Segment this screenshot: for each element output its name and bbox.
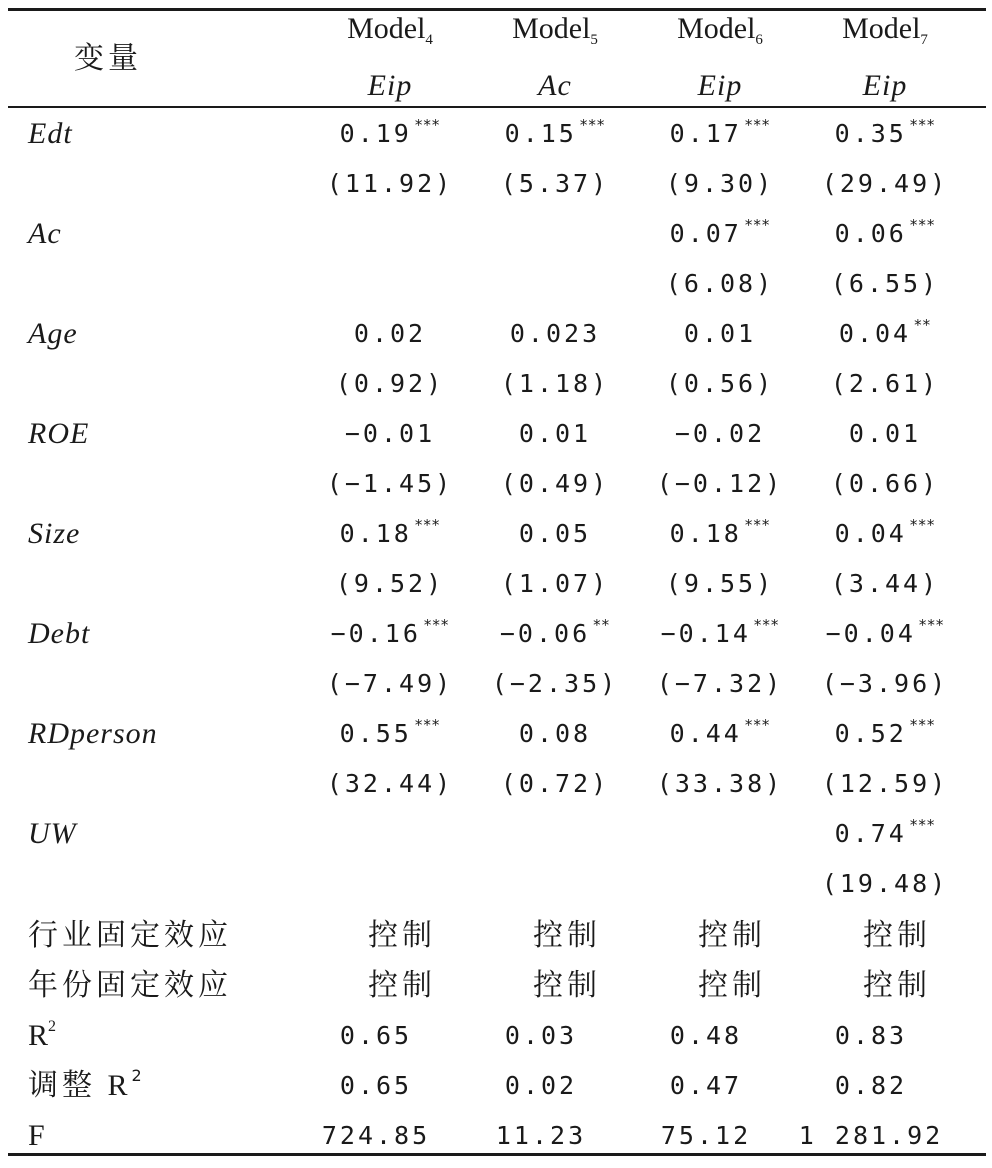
table-top-rule <box>8 8 986 11</box>
t-statistic: (1.07) <box>500 569 610 598</box>
t-statistic: (0.72) <box>500 769 610 798</box>
control-label: 行业固定效应 <box>28 918 232 953</box>
coefficient-value: 0.01 <box>518 419 592 448</box>
stat-value: 0.47 <box>669 1071 743 1100</box>
t-statistic: (3.44) <box>830 569 940 598</box>
stat-value: 0.83 <box>834 1021 908 1050</box>
significance-stars: ** <box>914 316 932 334</box>
coefficient <box>339 116 441 148</box>
coefficient-value: −0.14 <box>660 619 751 648</box>
coefficient-value: 0.15 <box>504 119 577 148</box>
stat-label-text: R <box>28 1019 49 1052</box>
model-index: 6 <box>755 32 763 48</box>
variable-header: 变量 <box>74 41 142 76</box>
model-index: 7 <box>920 32 928 48</box>
model-header <box>842 12 928 48</box>
table-bottom-rule <box>8 1153 986 1156</box>
coefficient <box>669 116 771 148</box>
stat-label <box>28 1066 146 1102</box>
t-statistic: (−0.12) <box>656 469 784 498</box>
dependent-variable: Eip <box>697 69 743 102</box>
coefficient-value: 0.52 <box>834 719 907 748</box>
t-statistic: (−7.32) <box>656 669 784 698</box>
model-name: Model <box>677 12 756 45</box>
coefficient-value: 0.06 <box>834 219 907 248</box>
coefficient-value: 0.02 <box>353 319 427 348</box>
stat-label <box>28 1121 45 1151</box>
t-statistic: (0.49) <box>500 469 610 498</box>
coefficient-value: 0.55 <box>339 719 412 748</box>
coefficient <box>660 616 780 648</box>
significance-stars: *** <box>918 616 945 634</box>
t-statistic: (2.61) <box>830 369 940 398</box>
control-label: 年份固定效应 <box>28 968 232 1003</box>
coefficient-value: −0.02 <box>674 419 766 448</box>
control-value: 控制 <box>368 968 436 1003</box>
coefficient <box>345 421 435 446</box>
variable-name: Size <box>28 517 81 550</box>
coefficient-value: 0.18 <box>669 519 742 548</box>
coefficient <box>339 716 441 748</box>
control-value: 控制 <box>533 968 601 1003</box>
t-statistic: (−1.45) <box>326 469 454 498</box>
dependent-variable: Eip <box>367 69 413 102</box>
control-value: 控制 <box>863 968 931 1003</box>
model-name: Model <box>842 12 921 45</box>
t-statistic: (−3.96) <box>821 669 949 698</box>
significance-stars: *** <box>909 216 936 234</box>
coefficient <box>669 216 771 248</box>
variable-name: RDperson <box>28 717 158 750</box>
t-statistic: (6.55) <box>830 269 940 298</box>
significance-stars: *** <box>909 116 936 134</box>
coefficient <box>825 616 945 648</box>
coefficient <box>834 116 936 148</box>
significance-stars: *** <box>579 116 606 134</box>
coefficient <box>834 716 936 748</box>
t-statistic: (9.52) <box>335 569 445 598</box>
model-header <box>347 12 433 48</box>
coefficient-value: 0.023 <box>509 319 601 348</box>
t-statistic: (11.92) <box>326 169 454 198</box>
significance-stars: *** <box>744 216 771 234</box>
control-value: 控制 <box>698 918 766 953</box>
coefficient-value: 0.35 <box>834 119 907 148</box>
significance-stars: *** <box>909 716 936 734</box>
coefficient <box>519 421 591 446</box>
t-statistic: (1.18) <box>500 369 610 398</box>
control-value: 控制 <box>698 968 766 1003</box>
significance-stars: *** <box>423 616 450 634</box>
coefficient <box>834 216 936 248</box>
t-statistic: (19.48) <box>821 869 949 898</box>
variable-name: Edt <box>28 117 73 150</box>
significance-stars: *** <box>744 116 771 134</box>
dependent-variable: Eip <box>862 69 908 102</box>
t-statistic: (6.08) <box>665 269 775 298</box>
stat-label-text: F <box>28 1119 45 1152</box>
variable-name: UW <box>28 817 77 850</box>
coefficient-value: 0.08 <box>518 719 592 748</box>
stat-superscript: 2 <box>131 1066 146 1085</box>
coefficient-value: 0.05 <box>518 519 592 548</box>
t-statistic: (32.44) <box>326 769 454 798</box>
model-header <box>512 12 598 48</box>
coefficient-value: −0.16 <box>330 619 421 648</box>
significance-stars: *** <box>909 516 936 534</box>
table-header-rule <box>8 106 986 108</box>
coefficient-value: 0.19 <box>339 119 412 148</box>
stat-value: 0.82 <box>834 1071 908 1100</box>
stat-value: 0.65 <box>339 1071 413 1100</box>
control-value: 控制 <box>533 918 601 953</box>
coefficient-value: 0.01 <box>848 419 922 448</box>
t-statistic: (29.49) <box>821 169 949 198</box>
t-statistic: (5.37) <box>500 169 610 198</box>
t-statistic: (0.66) <box>830 469 940 498</box>
coefficient <box>354 321 426 346</box>
coefficient-value: 0.18 <box>339 519 412 548</box>
coefficient-value: 0.74 <box>834 819 907 848</box>
coefficient <box>519 721 591 746</box>
t-statistic: (33.38) <box>656 769 784 798</box>
coefficient <box>849 421 921 446</box>
coefficient <box>834 516 936 548</box>
significance-stars: ** <box>593 616 611 634</box>
coefficient <box>669 516 771 548</box>
variable-name: Ac <box>28 217 62 250</box>
coefficient-value: 0.01 <box>683 319 757 348</box>
coefficient <box>330 616 450 648</box>
coefficient <box>675 421 765 446</box>
significance-stars: *** <box>909 816 936 834</box>
t-statistic: (−2.35) <box>491 669 619 698</box>
stat-value: 724.85 <box>321 1121 431 1150</box>
coefficient-value: −0.06 <box>499 619 591 648</box>
coefficient-value: 0.17 <box>669 119 742 148</box>
coefficient <box>838 316 932 348</box>
stat-superscript: 2 <box>48 1018 57 1035</box>
coefficient <box>669 716 771 748</box>
variable-name: Debt <box>28 617 91 650</box>
t-statistic: (12.59) <box>821 769 949 798</box>
significance-stars: *** <box>414 516 441 534</box>
significance-stars: *** <box>744 716 771 734</box>
model-index: 4 <box>425 32 433 48</box>
control-value: 控制 <box>368 918 436 953</box>
coefficient-value: −0.04 <box>825 619 916 648</box>
coefficient-value: 0.04 <box>834 519 907 548</box>
stat-value: 1 281.92 <box>798 1121 944 1150</box>
control-value: 控制 <box>863 918 931 953</box>
model-name: Model <box>512 12 591 45</box>
coefficient-value: 0.07 <box>669 219 742 248</box>
t-statistic: (9.55) <box>665 569 775 598</box>
coefficient <box>684 321 756 346</box>
dependent-variable: Ac <box>538 69 572 102</box>
variable-name: Age <box>28 317 78 350</box>
coefficient <box>510 321 600 346</box>
stat-value: 0.02 <box>504 1071 578 1100</box>
stat-value: 0.65 <box>339 1021 413 1050</box>
t-statistic: (0.56) <box>665 369 775 398</box>
significance-stars: *** <box>414 116 441 134</box>
significance-stars: *** <box>744 516 771 534</box>
coefficient <box>519 521 591 546</box>
t-statistic: (−7.49) <box>326 669 454 698</box>
coefficient <box>339 516 441 548</box>
significance-stars: *** <box>414 716 441 734</box>
coefficient <box>834 816 936 848</box>
stat-value: 75.12 <box>660 1121 752 1150</box>
coefficient <box>504 116 606 148</box>
model-index: 5 <box>590 32 598 48</box>
stat-value: 11.23 <box>495 1121 587 1150</box>
stat-label-text: 调整 R <box>28 1069 132 1102</box>
stat-value: 0.03 <box>504 1021 578 1050</box>
stat-value: 0.48 <box>669 1021 743 1050</box>
model-header <box>677 12 763 48</box>
coefficient-value: 0.44 <box>669 719 742 748</box>
stat-label <box>28 1018 57 1052</box>
t-statistic: (9.30) <box>665 169 775 198</box>
model-name: Model <box>347 12 426 45</box>
coefficient <box>499 616 611 648</box>
significance-stars: *** <box>753 616 780 634</box>
coefficient-value: 0.04 <box>838 319 912 348</box>
variable-name: ROE <box>28 417 90 450</box>
t-statistic: (0.92) <box>335 369 445 398</box>
coefficient-value: −0.01 <box>344 419 436 448</box>
